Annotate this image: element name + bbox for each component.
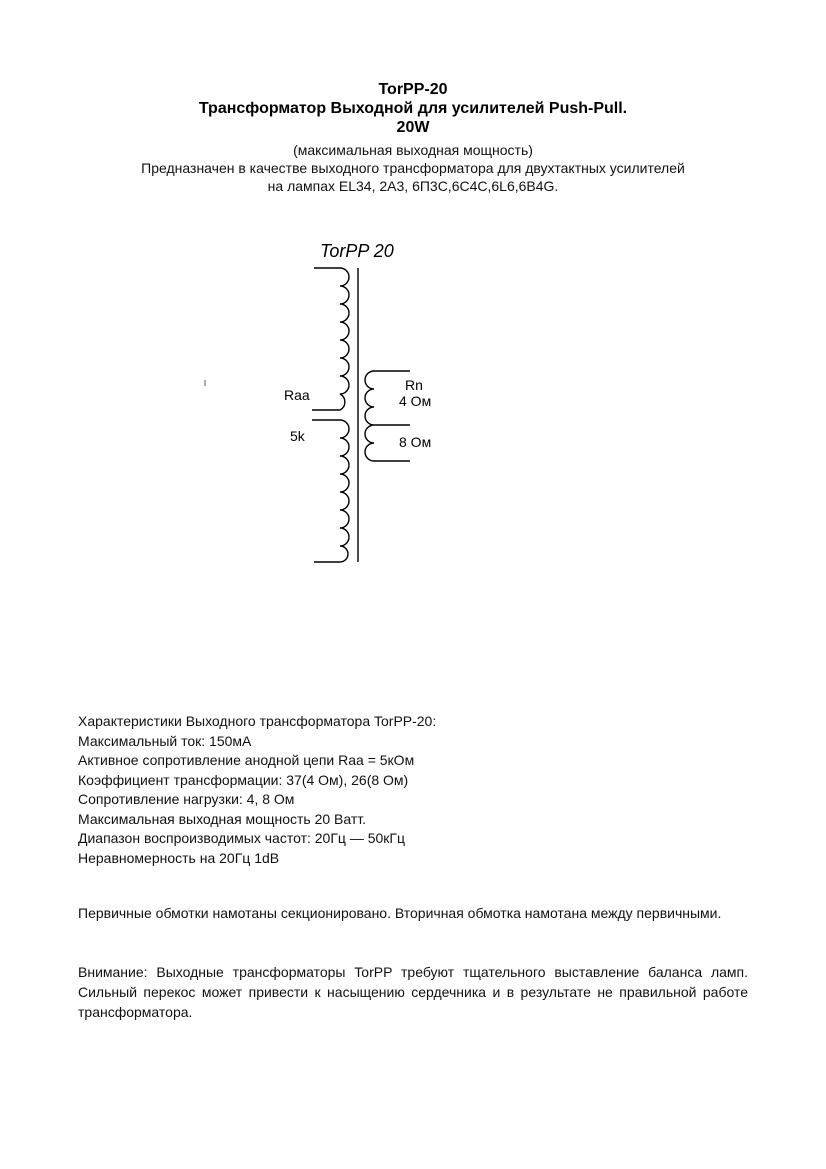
primary-label: Raa [284,387,310,403]
winding-note: Первичные обмотки намотаны секционировано. Вторичная обмотка намотана между первичными. [78,905,722,921]
spec-frequency-range: Диапазон воспроизводимых частот: 20Гц — 50кГц [78,830,406,846]
primary-winding-upper [312,268,349,410]
model-title: TorPP-20 [378,81,448,98]
power-note: (максимальная выходная мощность) [293,142,533,158]
power-rating: 20W [396,119,430,136]
spec-flatness: Неравномерность на 20Гц 1dB [78,849,280,866]
secondary-label: Rn [405,377,423,393]
spec-load-impedance: Сопротивление нагрузки: 4, 8 Ом [78,791,295,807]
spec-anode-resistance: Активное сопротивление анодной цепи Raa = 5кОм [78,752,415,768]
spec-max-power: Максимальная выходная мощность 20 Ватт. [78,810,367,827]
primary-winding-lower [312,420,349,562]
spec-turns-ratio: Коэффициент трансформации: 37(4 Ом), 26(8 Ом) [78,771,409,788]
document-header [0,80,826,195]
tap-8-ohm-label: 8 Ом [399,434,432,450]
tap-4-ohm-label: 4 Ом [399,393,432,409]
primary-impedance: 5k [290,428,305,444]
purpose-line-1: Предназначен в качестве выходного трансформатора для двухтактных усилителей [141,160,685,176]
spec-max-current: Максимальный ток: 150мА [78,732,252,749]
document-title: Трансформатор Выходной для усилителей Push-Pull. [198,100,628,117]
spec-heading: Характеристики Выходного трансформатора TorPP-20: [78,713,437,729]
warning-note: Внимание: Выходные трансформаторы TorPP требуют тщательного выставление баланса ламп. Сильный перекос может привести к насыщению сердечника и в результате не правильной работе трансформатора. [78,964,748,1020]
schematic-title: TorPP 20 [320,241,394,261]
transformer-schematic [0,230,826,580]
purpose-line-2: на лампах EL34, 2А3, 6П3С,6С4С,6L6,6В4G. [267,178,559,194]
specifications-list [78,712,758,868]
